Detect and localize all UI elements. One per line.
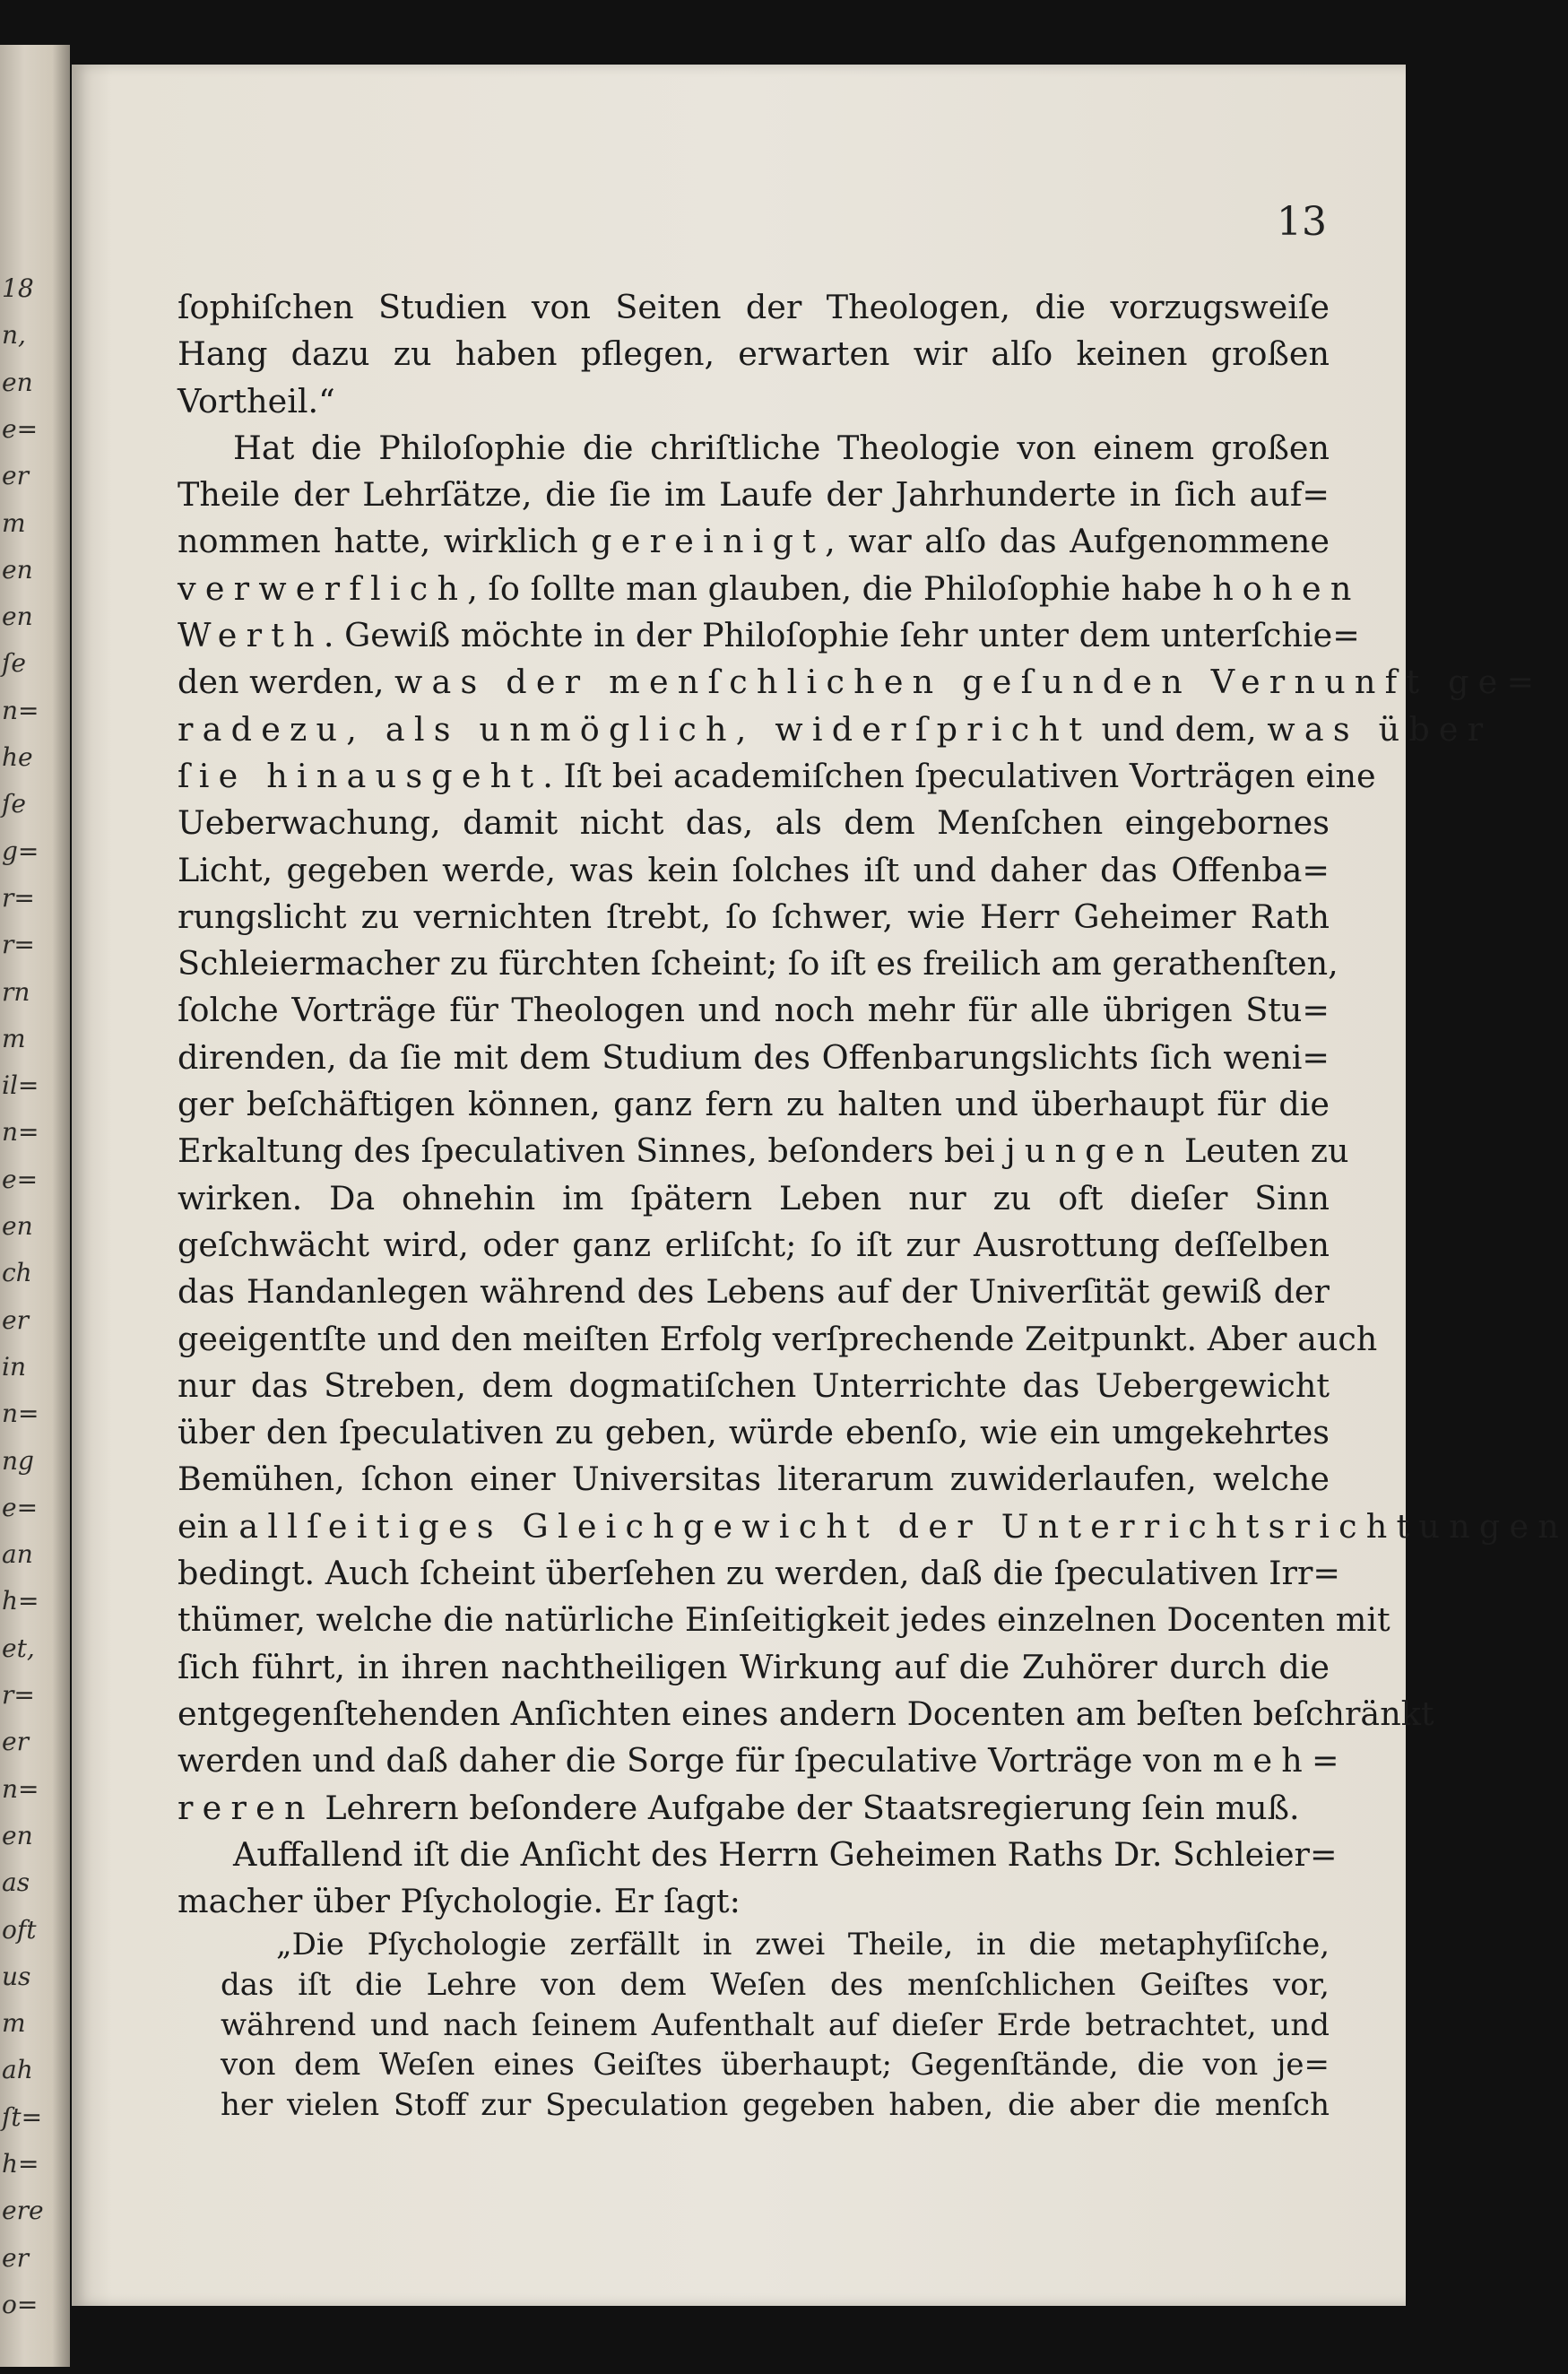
- facing-page-fragment: r=: [2, 1680, 35, 1710]
- facing-page-fragment: er: [2, 2242, 29, 2273]
- facing-page-fragment: en: [2, 1820, 33, 1850]
- facing-page-fragment: g=: [2, 836, 39, 866]
- facing-page-fragment: 18: [2, 273, 34, 303]
- text-line: [178, 612, 1360, 659]
- text-line: über den ſpeculativen zu geben, würde ebenſo, wie ein umgekehrtes: [178, 1413, 1330, 1452]
- facing-page-fragment: ng: [2, 1445, 34, 1476]
- text-line: her vielen Stoff zur Speculation gegeben haben, die aber die menſch: [221, 2087, 1330, 2124]
- facing-page-fragment: m: [2, 1023, 26, 1053]
- text-line: nur das Streben, dem dogmatiſchen Unterrichte das Uebergewicht: [178, 1365, 1330, 1405]
- facing-page-fragment: n=: [2, 1117, 39, 1148]
- text-segment: Erkaltung des ſpeculativen Sinnes, beſonders bei: [178, 1131, 1006, 1171]
- text-segment: , ſo ſollte man glauben, die Philoſophie habe: [467, 568, 1213, 608]
- text-line: das iſt die Lehre von dem Weſen des menſchlichen Geiſtes vor,: [221, 1967, 1330, 2004]
- text-line: ſolche Vorträge für Theologen und noch mehr für alle übrigen Stu=: [178, 991, 1330, 1030]
- spaced-emphasis: Werth: [178, 616, 324, 655]
- text-line: Hang dazu zu haben pflegen, erwarten wir alſo keinen großen: [178, 334, 1330, 374]
- facing-page-fragment: ere: [2, 2196, 44, 2226]
- spaced-emphasis: ſie hinausgeht: [178, 756, 543, 795]
- text-line: wirken. Da ohnehin im ſpätern Leben nur zu oft dieſer Sinn: [178, 1178, 1330, 1217]
- facing-page-fragment: n=: [2, 1399, 39, 1429]
- text-segment: und dem,: [1091, 709, 1268, 749]
- text-segment: . Gewiß möchte in der Philoſophie ſehr unter dem unterſchie=: [323, 616, 1360, 655]
- facing-page-fragment: rn: [2, 976, 30, 1007]
- text-line: [178, 1737, 1348, 1784]
- facing-page-fragment: h=: [2, 2149, 39, 2179]
- spaced-emphasis: radezu, als unmöglich, widerſpricht: [178, 709, 1091, 749]
- book-page: [72, 65, 1568, 2306]
- facing-page-fragment: e=: [2, 1492, 39, 1522]
- text-line: [178, 753, 1376, 800]
- text-line: Vortheil.“: [178, 381, 335, 420]
- spaced-emphasis: gereinigt: [591, 522, 826, 561]
- facing-page-fragment: e=: [2, 413, 39, 444]
- text-line: [178, 518, 1330, 565]
- facing-page-fragment: ſe: [2, 789, 26, 819]
- text-segment: Leuten zu: [1174, 1131, 1349, 1171]
- facing-page-fragment: he: [2, 742, 33, 772]
- facing-page-fragment: an: [2, 1539, 33, 1570]
- text-line: [178, 566, 1361, 612]
- text-segment: nommen hatte, wirklich: [178, 522, 592, 561]
- text-line: [178, 1503, 1568, 1550]
- text-line: ſophiſchen Studien von Seiten der Theologen, die vorzugsweiſe: [178, 288, 1330, 326]
- text-line: [178, 1128, 1349, 1174]
- facing-page-fragment: ſt=: [2, 2101, 43, 2132]
- facing-page-edge: [0, 45, 70, 2367]
- text-line: thümer, welche die natürliche Einſeitigkeit jedes einzelnen Docenten mit: [178, 1600, 1390, 1640]
- body-text: [178, 284, 1568, 2126]
- facing-page-fragment: n=: [2, 695, 39, 725]
- text-line: während und nach ſeinem Aufenthalt auf dieſer Erde betrachtet, und: [221, 2006, 1330, 2043]
- facing-page-fragment: et,: [2, 1633, 35, 1663]
- text-line: macher über Pſychologie. Er ſagt:: [178, 1882, 741, 1921]
- facing-page-fragment: oft: [2, 1914, 37, 1945]
- facing-page-fragment: ah: [2, 2055, 33, 2085]
- facing-page-fragment: en: [2, 554, 33, 585]
- page-number: 13: [1277, 199, 1327, 245]
- text-segment: Lehrern beſondere Aufgabe der Staatsregierung ſein muß.: [314, 1788, 1300, 1827]
- text-line: geeigentſte und den meiſten Erfolg verſprechende Zeitpunkt. Aber auch: [178, 1319, 1378, 1358]
- text-line: rungslicht zu vernichten ſtrebt, ſo ſchwer, wie Herr Geheimer Rath: [178, 897, 1330, 936]
- text-line: das Handanlegen während des Lebens auf der Univerſität gewiß der: [178, 1272, 1330, 1312]
- facing-page-fragment: n,: [2, 320, 26, 351]
- facing-page-fragment: in: [2, 1351, 26, 1382]
- facing-page-fragment: e=: [2, 1164, 39, 1194]
- text-line: [178, 706, 1493, 753]
- facing-page-fragment: r=: [2, 882, 35, 913]
- facing-page-fragment: o=: [2, 2289, 39, 2319]
- facing-page-fragment: ſe: [2, 648, 26, 679]
- text-line: bedingt. Auch ſcheint überſehen zu werden, daß die ſpeculativen Irr=: [178, 1554, 1341, 1593]
- facing-page-fragment: n=: [2, 1773, 39, 1804]
- facing-page-fragment: as: [2, 1867, 30, 1898]
- text-line: [178, 659, 1544, 706]
- facing-page-fragment: er: [2, 1304, 29, 1335]
- facing-page-fragment: er: [2, 1727, 29, 1757]
- facing-page-fragment: h=: [2, 1586, 39, 1616]
- text-line: Hat die Philoſophie die chriſtliche Theologie von einem großen: [233, 428, 1330, 467]
- facing-page-fragment: er: [2, 461, 29, 491]
- spaced-emphasis: verwerflich: [178, 568, 468, 608]
- text-line: [178, 1785, 1330, 1832]
- text-segment: . Iſt bei academiſchen ſpeculativen Vorträgen eine: [542, 756, 1376, 795]
- text-segment: ein: [178, 1506, 239, 1546]
- facing-page-fragment: m: [2, 2008, 26, 2039]
- text-line: geſchwächt wird, oder ganz erliſcht; ſo iſt zur Ausrottung deſſelben: [178, 1225, 1330, 1264]
- text-line: Auffallend iſt die Anſicht des Herrn Geheimen Raths Dr. Schleier=: [233, 1834, 1338, 1874]
- spaced-emphasis: hohen: [1212, 568, 1361, 608]
- text-line: Bemühen, ſchon einer Universitas literarum zuwiderlaufen, welche: [178, 1460, 1330, 1499]
- text-line: Licht, gegeben werde, was kein ſolches iſt und daher das Offenba=: [178, 850, 1330, 889]
- text-line: von dem Weſen eines Geiſtes überhaupt; Gegenſtände, die von je=: [221, 2047, 1330, 2084]
- facing-page-fragment: us: [2, 1961, 31, 1991]
- spaced-emphasis: allſeitiges Gleichgewicht der Unterrichtsrichtungen: [238, 1506, 1568, 1546]
- facing-page-text-fragments: [0, 45, 44, 2367]
- facing-page-fragment: r=: [2, 930, 35, 960]
- spaced-emphasis: meh=: [1212, 1741, 1348, 1780]
- facing-page-fragment: en: [2, 602, 33, 632]
- text-line: Ueberwachung, damit nicht das, als dem Menſchen eingebornes: [178, 803, 1330, 843]
- text-line: ger beſchäftigen können, ganz fern zu halten und überhaupt für die: [178, 1085, 1330, 1124]
- spaced-emphasis: was der menſchlichen geſunden Vernunft ge=: [394, 663, 1544, 702]
- text-segment: werden und daß daher die Sorge für ſpeculative Vorträge von: [178, 1741, 1213, 1780]
- text-line: direnden, da ſie mit dem Studium des Offenbarungslichts ſich weni=: [178, 1037, 1330, 1077]
- facing-page-fragment: en: [2, 367, 33, 397]
- text-line: Theile der Lehrſätze, die ſie im Laufe der Jahrhunderte in ſich auf=: [178, 475, 1330, 515]
- text-segment: , war alſo das Aufgenommene: [825, 522, 1330, 561]
- text-line: Schleiermacher zu fürchten ſcheint; ſo iſt es freilich am gerathenſten,: [178, 944, 1338, 983]
- facing-page-fragment: ch: [2, 1258, 32, 1288]
- facing-page-fragment: il=: [2, 1070, 39, 1101]
- text-segment: den werden,: [178, 663, 395, 702]
- facing-page-fragment: m: [2, 507, 26, 538]
- spaced-emphasis: reren: [178, 1788, 315, 1827]
- text-line: „Die Pſychologie zerfällt in zwei Theile, in die metaphyſiſche,: [276, 1927, 1330, 1963]
- text-line: entgegenſtehenden Anſichten eines andern Docenten am beſten beſchränkt: [178, 1694, 1434, 1733]
- text-line: ſich führt, in ihren nachtheiligen Wirkung auf die Zuhörer durch die: [178, 1647, 1330, 1686]
- spaced-emphasis: jungen: [1005, 1131, 1174, 1171]
- facing-page-fragment: en: [2, 1211, 33, 1241]
- spaced-emphasis: was über: [1267, 709, 1493, 749]
